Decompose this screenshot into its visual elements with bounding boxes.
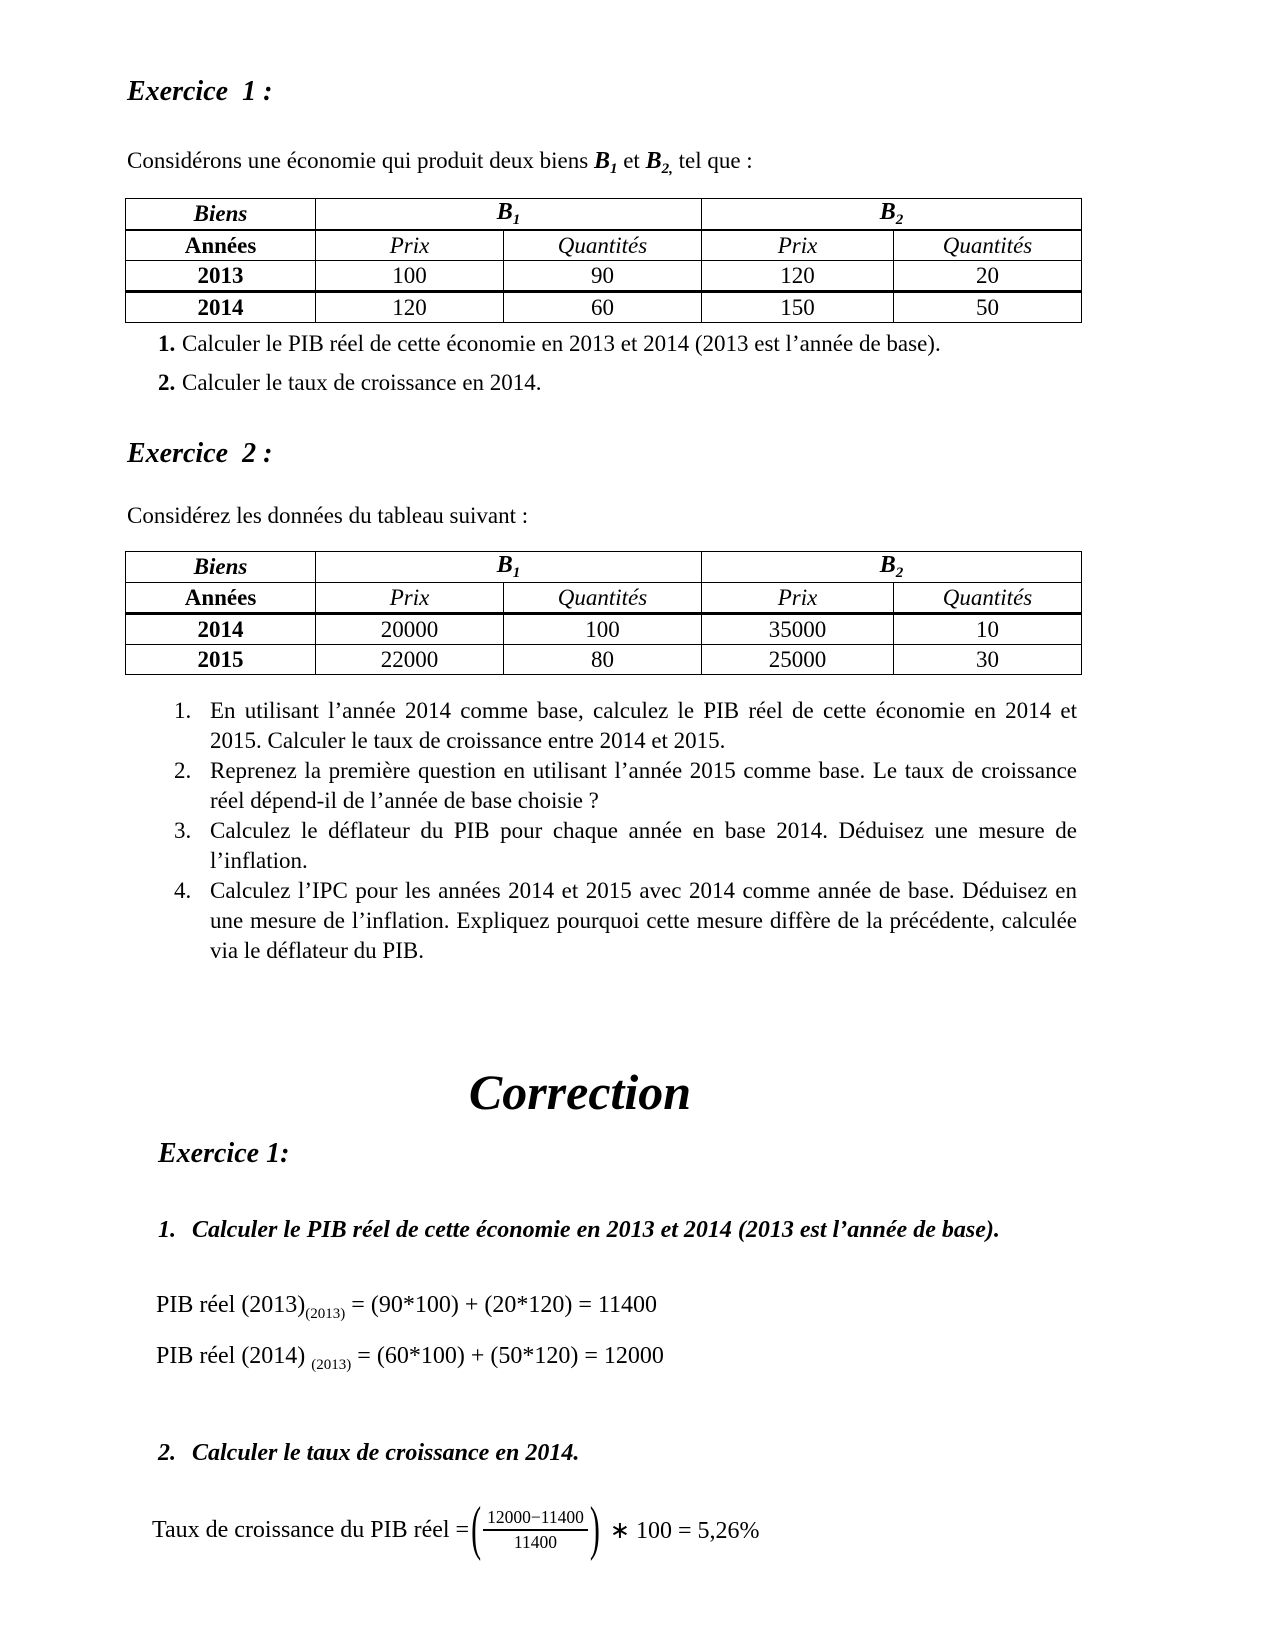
data-cell: 35000 [702,614,894,645]
exercise2-question-2 [174,756,1077,816]
b1-quantites-header-cell: Quantités [504,230,702,261]
question-text: Calculez le déflateur du PIB pour chaque année en base 2014. Déduisez une mesure de l’inflation. [210,818,1077,873]
fraction-denominator: 11400 [513,1532,558,1552]
fraction-numerator: 12000−11400 [483,1507,588,1531]
year-cell: 2014 [126,292,316,323]
formula-growth-rate [152,1496,759,1564]
b1-prix-header-cell: Prix [316,230,504,261]
b1-quantites-header-cell: Quantités [504,583,702,614]
intro-text-prefix: Considérons une économie qui produit deux biens [127,148,594,173]
good-b1-subscript: 1 [609,161,618,177]
b2-symbol: B [879,552,896,578]
biens-corner-cell: Biens [126,199,316,231]
data-cell: 100 [316,261,504,292]
exercise2-question-1 [174,696,1077,756]
question-number: 1. [158,331,176,356]
exercise1-intro [127,148,1077,178]
b2-quantites-header-cell: Quantités [894,230,1082,261]
year-cell: 2015 [126,645,316,675]
table-row-2014 [126,292,1082,323]
group-header-row [126,199,1082,231]
data-cell: 80 [504,645,702,675]
biens-corner-cell: Biens [126,552,316,583]
column-header-row [126,583,1082,614]
exercise1-question-1 [158,331,1058,357]
question-text: Calculer le PIB réel de cette économie en 2013 et 2014 (2013 est l’année de base). [182,331,941,356]
b2-subscript: 2 [895,565,904,581]
b2-symbol: B [879,199,896,225]
table-row-2014 [126,614,1082,645]
group-b2-header-cell [702,199,1082,231]
exercise1-heading: Exercice 1 : [127,76,273,107]
data-cell: 120 [702,261,894,292]
exercise2-intro: Considérez les données du tableau suivant : [127,503,529,528]
b2-prix-header-cell: Prix [702,583,894,614]
annees-header-cell: Années [126,583,316,614]
step-number: 1. [158,1217,176,1243]
question-text: En utilisant l’année 2014 comme base, calculez le PIB réel de cette économie en 2014 et 2015. Calculer le taux de croissance entre 2014 et 2015. [210,698,1077,753]
correction-title: Correction [468,1064,692,1120]
formula-pib-reel-2013 [156,1292,657,1323]
data-cell: 25000 [702,645,894,675]
data-cell: 60 [504,292,702,323]
data-cell: 10 [894,614,1082,645]
data-cell: 20000 [316,614,504,645]
data-cell: 120 [316,292,504,323]
b1-subscript: 1 [512,212,521,228]
open-paren: ( [471,1496,482,1562]
formula-rest: = (90*100) + (20*120) = 11400 [345,1292,657,1318]
group-header-row [126,552,1082,583]
formula-base-year-subscript: (2013) [311,1357,352,1373]
exercise2-question-3 [174,816,1077,876]
correction-step2-heading [158,1440,1078,1467]
data-cell: 90 [504,261,702,292]
data-cell: 150 [702,292,894,323]
table-row-2013 [126,261,1082,292]
question-text: Calculez l’IPC pour les années 2014 et 2015 avec 2014 comme année de base. Déduisez en une mesure de l’inflation. Expliquez pourquoi cette mesure diffère de la précédente, calculée via le déflateur du PIB. [210,878,1077,963]
b1-subscript: 1 [512,565,521,581]
column-header-row [126,230,1082,261]
growth-fraction [483,1507,588,1553]
growth-formula-prefix: Taux de croissance du PIB réel = [152,1516,470,1543]
group-b2-header-cell [702,552,1082,583]
exercise2-data-table [125,551,1082,675]
b2-prix-header-cell: Prix [702,230,894,261]
table-row-2015 [126,645,1082,675]
group-b1-header-cell [316,199,702,231]
year-cell: 2014 [126,614,316,645]
good-b1-symbol: B [593,148,610,174]
close-paren: ) [589,1496,600,1562]
b1-symbol: B [496,552,513,578]
exercise2-question-list [174,696,1077,966]
formula-rest: = (60*100) + (50*120) = 12000 [351,1343,664,1369]
exercise1-question-2 [158,370,1058,396]
growth-formula-result: ∗ 100 = 5,26% [609,1517,760,1544]
formula-pib-reel-2014 [156,1343,664,1374]
year-cell: 2013 [126,261,316,292]
data-cell: 100 [504,614,702,645]
annees-header-cell: Années [126,230,316,261]
exercise2-heading: Exercice 2 : [127,438,273,469]
data-cell: 20 [894,261,1082,292]
b2-subscript: 2 [895,212,904,228]
question-number: 2. [174,758,192,783]
intro-text-suffix: tel que : [672,148,753,173]
good-b2-symbol: B [645,148,662,174]
intro-text-et: et [617,148,646,173]
formula-base-year-subscript: (2013) [305,1306,346,1322]
b1-prix-header-cell: Prix [316,583,504,614]
question-number: 1. [174,698,192,723]
correction-step1-heading [158,1217,1078,1244]
exercise2-question-4 [174,876,1077,966]
b2-quantites-header-cell: Quantités [894,583,1082,614]
step-text: Calculer le taux de croissance en 2014. [192,1440,580,1466]
group-b1-header-cell [316,552,702,583]
data-cell: 50 [894,292,1082,323]
question-number: 2. [158,370,176,395]
question-number: 4. [174,878,192,903]
correction-exercise1-title: Exercice 1: [158,1138,290,1169]
good-b2-subscript: 2, [661,161,673,177]
data-cell: 22000 [316,645,504,675]
question-number: 3. [174,818,192,843]
b1-symbol: B [496,199,513,225]
formula-main: PIB réel (2013) [156,1292,306,1318]
formula-main: PIB réel (2014) [156,1343,312,1369]
step-number: 2. [158,1440,176,1466]
exercise1-data-table [125,198,1082,323]
data-cell: 30 [894,645,1082,675]
step-text: Calculer le PIB réel de cette économie en 2013 et 2014 (2013 est l’année de base). [192,1217,1000,1243]
question-text: Reprenez la première question en utilisant l’année 2015 comme base. Le taux de croissance réel dépend-il de l’année de base choisie ? [210,758,1077,813]
question-text: Calculer le taux de croissance en 2014. [182,370,542,395]
